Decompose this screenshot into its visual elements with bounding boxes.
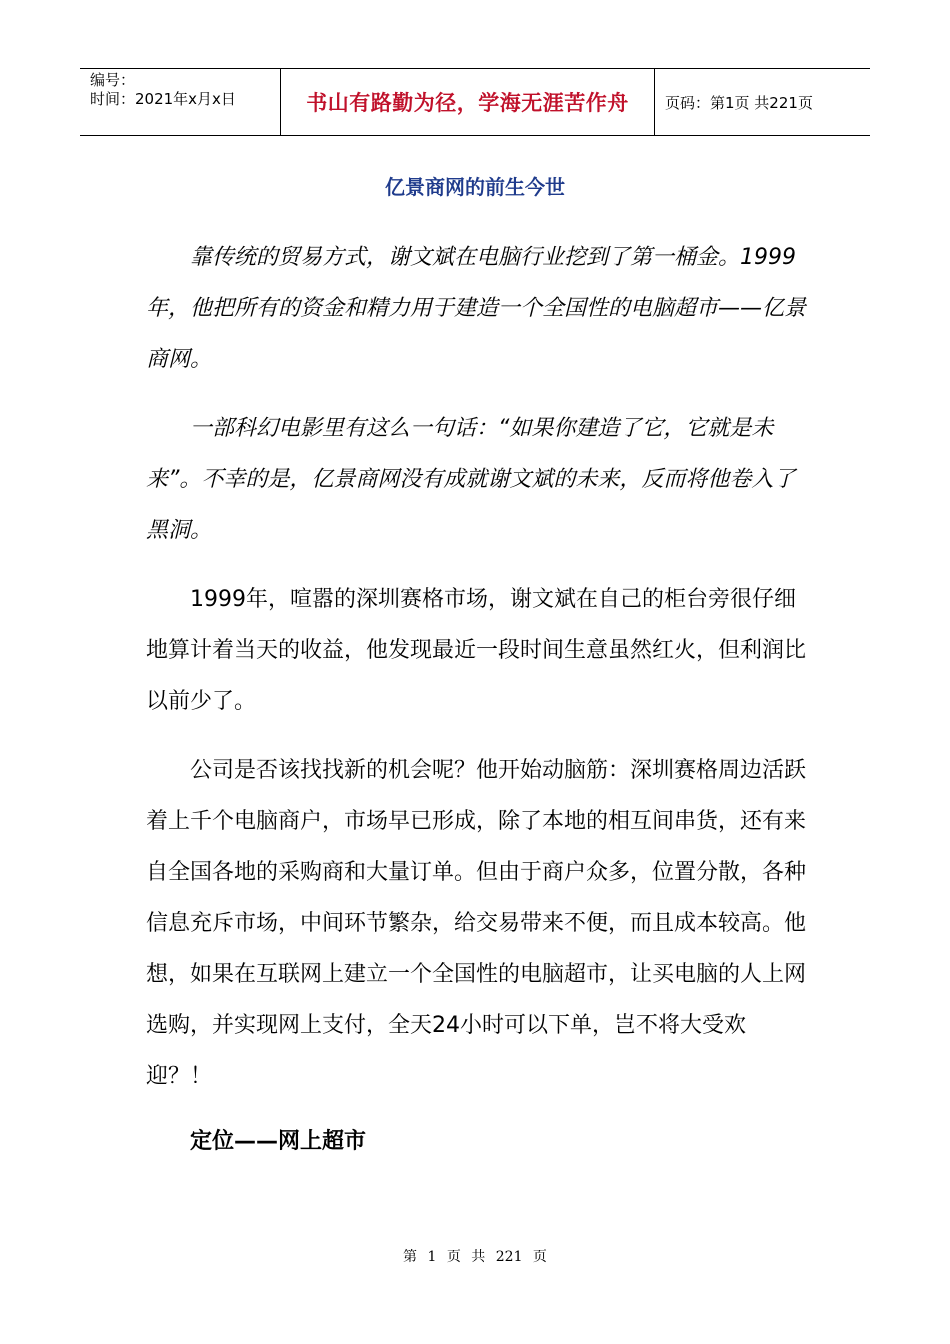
page-footer: 第 1 页 共 221 页: [403, 1249, 547, 1265]
time-label: 时间：2021年x月x日: [90, 90, 236, 108]
header-motto: 书山有路勤为径，学海无涯苦作舟: [281, 69, 655, 135]
header-page-number: 页码：第1页 共221页: [665, 93, 813, 112]
paragraph: 1999年，喧嚣的深圳赛格市场，谢文斌在自己的柜台旁很仔细地算计着当天的收益，他发现最近一段时间生意虽然红火，但利润比以前少了。: [146, 587, 807, 714]
header-meta: [80, 69, 281, 135]
paragraph: 公司是否该找找新的机会呢？他开始动脑筋：深圳赛格周边活跃着上千个电脑商户，市场早已形成，除了本地的相互间串货，还有来自全国各地的采购商和大量订单。但由于商户众多，位置分散，各种信息充斥市场，中间环节繁杂，给交易带来不便，而且成本较高。他想，如果在互联网上建立一个全国性的电脑超市，让买电脑的人上网选购，并实现网上支付，全天24小时可以下单，岂不将大受欢迎？！: [146, 758, 807, 1089]
document-header: [80, 68, 870, 136]
paragraph: 一部科幻电影里有这么一句话：“如果你建造了它，它就是未来”。不幸的是，亿景商网没有成就谢文斌的未来，反而将他卷入了黑洞。: [146, 416, 796, 543]
paragraph: 靠传统的贸易方式，谢文斌在电脑行业挖到了第一桶金。1999年，他把所有的资金和精力用于建造一个全国性的电脑超市——亿景商网。: [146, 245, 807, 372]
number-label: 编号：: [90, 71, 136, 89]
section-heading: 定位——网上超市: [190, 1129, 367, 1154]
document-title: 亿景商网的前生今世: [385, 175, 565, 199]
